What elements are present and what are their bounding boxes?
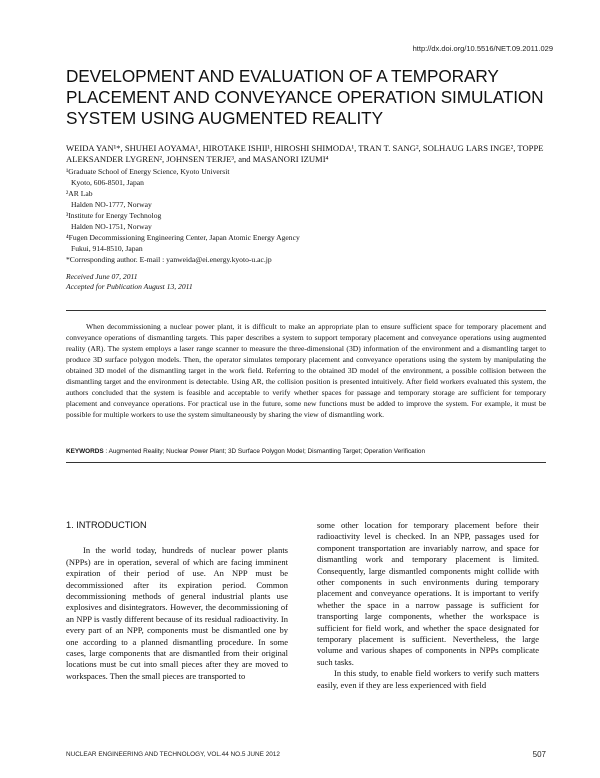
affiliation-name: ³Institute for Energy Technolog (66, 211, 162, 220)
journal-citation: NUCLEAR ENGINEERING AND TECHNOLOGY, VOL.44 NO.5 JUNE 2012 (66, 751, 280, 758)
section-heading: 1. INTRODUCTION (66, 520, 147, 530)
received-date: Received June 07, 2011 (66, 272, 138, 281)
abstract-top-rule (66, 310, 546, 311)
title-line: PLACEMENT AND CONVEYANCE OPERATION SIMULATION (66, 87, 544, 107)
accepted-date: Accepted for Publication August 13, 2011 (66, 282, 193, 291)
affiliation (66, 166, 546, 188)
affiliation-name: ¹Graduate School of Energy Science, Kyoto Universit (66, 167, 230, 176)
title-line: DEVELOPMENT AND EVALUATION OF A TEMPORARY (66, 66, 499, 86)
affiliation-address: Fukui, 914-8510, Japan (71, 244, 143, 253)
page-number: 507 (532, 750, 546, 759)
body-column-left (66, 520, 288, 682)
paper-title (66, 66, 546, 129)
corresponding-author (66, 254, 546, 265)
affiliations (66, 166, 546, 265)
affiliation-address: Kyoto, 606-8501, Japan (71, 178, 144, 187)
keywords (66, 447, 546, 456)
title-line: SYSTEM USING AUGMENTED REALITY (66, 108, 383, 128)
keywords-label: KEYWORDS (66, 448, 104, 455)
affiliation (66, 188, 546, 210)
affiliation-address: Halden NO-1751, Norway (71, 222, 152, 231)
keywords-text: : Augmented Reality; Nuclear Power Plant; 3D Surface Polygon Model; Dismantling Target; Operation Verification (103, 448, 425, 455)
corresponding-author-email: *Corresponding author. E-mail : yanweida@ei.energy.kyoto-u.ac.jp (66, 255, 272, 264)
abstract: When decommissioning a nuclear power plant, it is difficult to make an appropriate plan to ensure sufficient space for temporary placement and conveyance operations of dismantling targets. This paper describes a system to support temporary placement and conveyance operations using augmented reality (AR). The system employs a laser range scanner to measure the three-dimensional (3D) information of the environment and a dismantling target to produce 3D surface polygon models. Then, the operator simulates temporary placement and conveyance operations using the system by manipulating the obtained 3D model of the dismantling target in the work field. Referring to the obtained 3D model of the environment, a possible collision between the dismantling target and the environment is detectable. Using AR, the collision position is presented intuitively. After field workers evaluated this system, the authors concluded that the system is feasible and acceptable to verify whether spaces for passage and temporary storage are sufficient for temporary placement and conveyance operations. For practical use in the future, some new functions must be added to improve the system. For example, it must be possible for multiple workers to use the system simultaneously by sharing the view of dismantling work. (66, 322, 546, 419)
body-paragraph: some other location for temporary placement before their radioactivity level is checked. In an NPP, passages used for component transportation are invariably narrow, and space for dismantling work and temporary placement is limited. Consequently, large dismantled components might collide with other components in such environments during temporary placement and conveyance operations. It is important to verify whether the space in a narrow passage is sufficient for transporting large components, whether the workspace is sufficient for field work, and whether the space designated for temporary placement is sufficient. Nevertheless, the large volume and various shapes of components in NPPs complicate such tasks. (317, 520, 539, 667)
abstract-bottom-rule (66, 462, 546, 463)
publication-dates (66, 272, 193, 292)
affiliation-address: Halden NO-1777, Norway (71, 200, 152, 209)
body-column-right (317, 520, 539, 691)
body-paragraph: In the world today, hundreds of nuclear power plants (NPPs) are in operation, several of which are facing imminent expiration of their period of use. An NPP must be decommissioned after its expiration period. Common decommissioning methods of general industrial plants use explosives and disintegrators. However, the decommissioning of an NPP is vastly different because of its residual radioactivity. In every part of an NPP, components must be dismantled one by one according to a planned dismantling procedure. In some cases, large components that are dismantled from their original locations must be cut into small pieces after they are moved to workspaces. Then the small pieces are transported to (66, 545, 288, 681)
page-footer (66, 751, 546, 758)
affiliation-name: ⁴Fugen Decommissioning Engineering Center, Japan Atomic Energy Agency (66, 233, 300, 242)
body-paragraph: In this study, to enable field workers to verify such matters easily, even if they are less experienced with field (317, 668, 539, 690)
affiliation-name: ²AR Lab (66, 189, 93, 198)
doi-link[interactable]: http://dx.doi.org/10.5516/NET.09.2011.029 (412, 44, 553, 53)
affiliation (66, 232, 546, 254)
author-list: WEIDA YAN¹*, SHUHEI AOYAMA¹, HIROTAKE ISHII¹, HIROSHI SHIMODA¹, TRAN T. SANG², SOLHAUG LARS INGE², TOPPE ALEKSANDER LYGREN², JOHNSEN TERJE³, and MASANORI IZUMI⁴ (66, 143, 544, 164)
affiliation (66, 210, 546, 232)
